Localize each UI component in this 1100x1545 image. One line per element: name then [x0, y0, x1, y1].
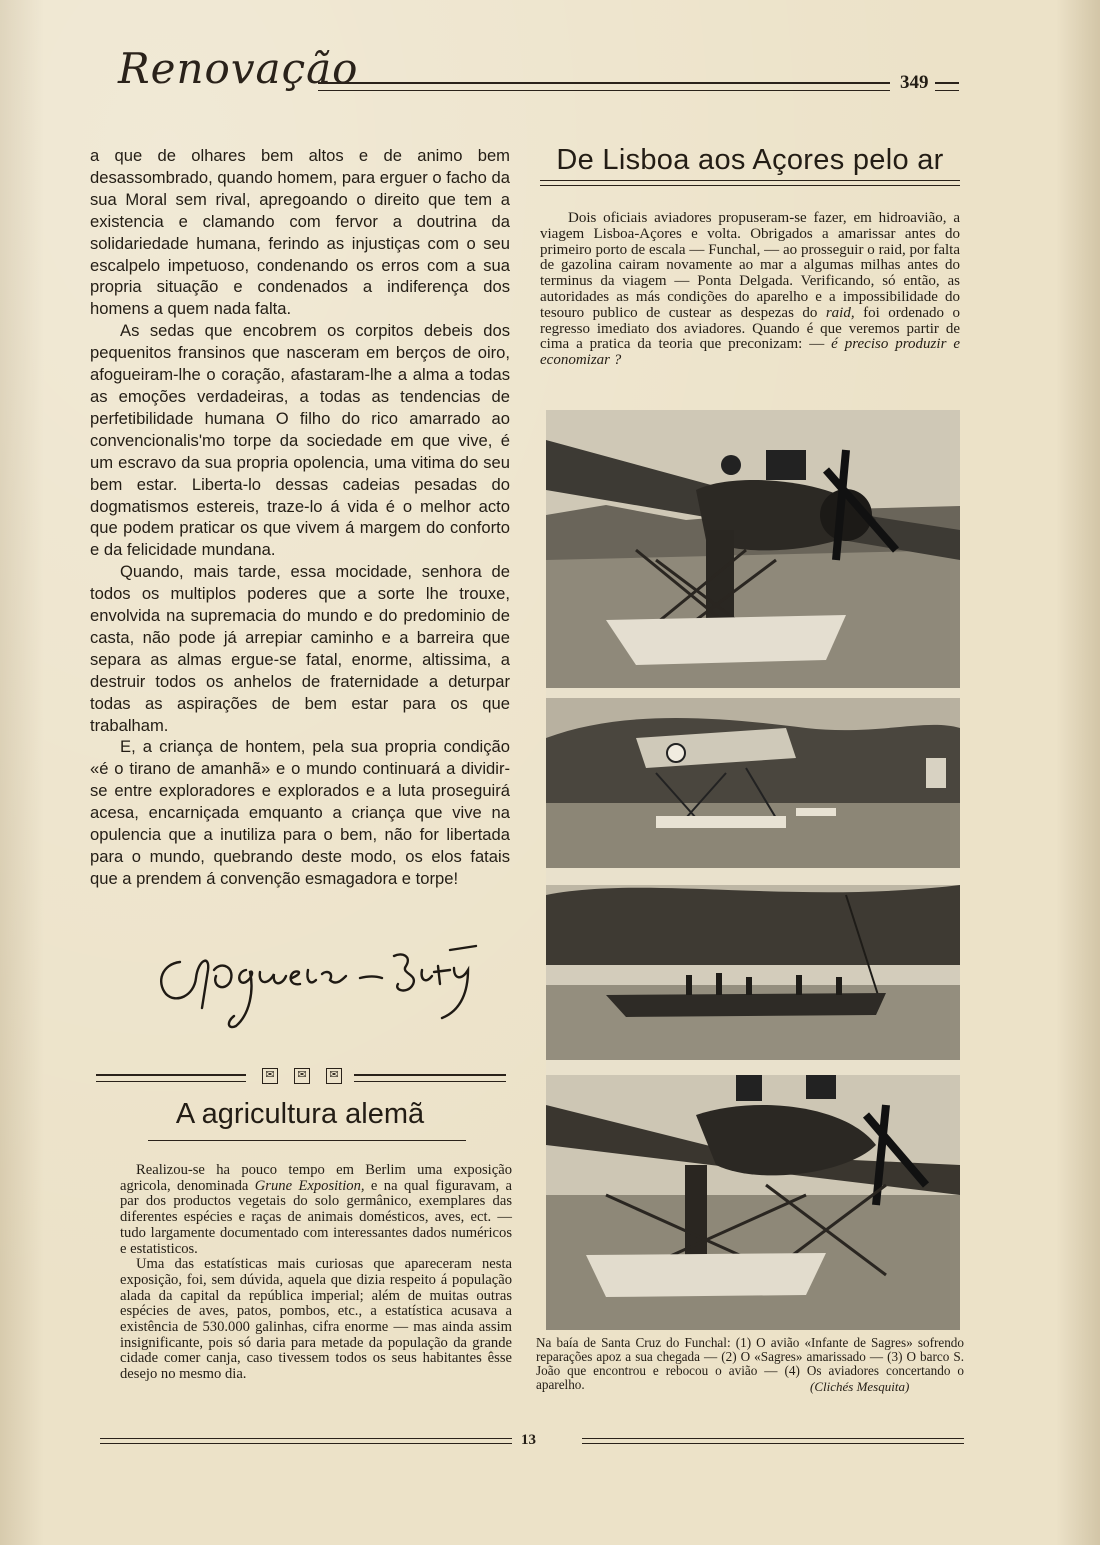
photo-aviators-working	[546, 1075, 960, 1330]
header-rule	[318, 82, 890, 91]
left-article	[90, 145, 510, 890]
magazine-logo: Renovação	[118, 44, 359, 93]
handwritten-signature	[150, 930, 490, 1030]
ornament-icon: ✉	[294, 1068, 310, 1084]
article-paragraph: As sedas que encobrem os corpitos debeis dos pequenitos fransinos que nasceram em berços de oiro, afogueiram-lhe o coração, afastaram-lhe a alma a todas as emoções verdadeiras, a todas as tendencias de perfetibilidade humana O filho do rico amarrado ao convencionalis'mo torpe da sociedade em que vive, é um escravo da sua propria opolencia, uma vitima do seu bem estar. Liberta-lo dessas cadeias pesadas do dogmatismos estereis, traze-lo á vida é o melhor acto que podem praticar os que vivem á margem do conforto e da felicidade mundana.	[90, 321, 510, 560]
flight-article-intro: Dois oficiais aviadores propuseram-se fazer, em hidroavião, a viagem Lisboa-Açores e volta. Obrigados a amarissar antes do primeiro porto de escala — Funchal, — ao prosseguir o raid, por falta de gazolina cairam novamente ao mar a algumas milhas antes do terminus da viagem — Ponta Delgada. Verificando, só então, as autoridades as más condições do aparelho e a impossibilidade do tesouro publico de custear as despezas do raid, foi ordenado o regresso imediato dos aviadores. Quando é que veremos partir de cima a pratica da teoria que preconizam: — é preciso produzir e economizar ?	[540, 210, 960, 369]
photo-boat-sao-joao	[546, 885, 960, 1060]
article-paragraph: Uma das estatísticas mais curiosas que apareceram nesta exposição, foi, sem dúvida, aquela que dizia respeito á população alada da capital da república imperial; além de muitas outras espécies de aves, patos, pombos, etc., a estatística acusava a existência de 530.000 galinhas, cifra enorme — mas ainda assim insignificante, pois só daria para metade da população da grande cidade comer canja, caso tivessem todos os seus habitantes êsse desejo no mesmo dia.	[120, 1256, 512, 1383]
agriculture-article-body	[120, 1163, 512, 1383]
title-underline	[540, 180, 960, 186]
ornament-separator	[96, 1068, 508, 1088]
photo-collage	[546, 410, 960, 1330]
ornament-icon: ✉	[326, 1068, 342, 1084]
footer-rule-left	[100, 1438, 512, 1444]
article-paragraph: a que de olhares bem altos e de animo bem desassombrado, quando homem, para erguer o facho da sua Moral sem rival, apregoando o direito que tem a existencia e clamando com fervor a doutrina da solidariedade humana, ferindo as injustiças com o seu escalpelo impetuoso, condenando os erros com a sua propria situação e condenados a indiferença dos homens a quem nada falta.	[90, 146, 510, 319]
header-rule-right	[935, 82, 959, 91]
photo-caption: Na baía de Santa Cruz do Funchal: (1) O avião «Infante de Sagres» sofrendo reparações apoz a sua chegada — (2) O «Sagres» amarissado — (3) O barco S. João que encontrou e rebocou o avião — (4) Os aviadores concertando o aparelho.	[536, 1335, 964, 1392]
ornament-icon: ✉	[262, 1068, 278, 1084]
article-paragraph: Realizou-se ha pouco tempo em Berlim uma exposição agricola, denominada Grune Exposition, e na qual figuravam, a par dos productos vegetais do solo germânico, exemplares das diferentes espécies e raças de animais domésticos, aves, ect. — tudo largamente documentado com interessantes dados numéricos e estatisticos.	[120, 1162, 512, 1257]
footer-page-number: 13	[521, 1432, 536, 1448]
footer-rule-right	[582, 1438, 964, 1444]
article-paragraph: Quando, mais tarde, essa mocidade, senhora de todos os multiplos poderes que a sorte lhe trouxe, envolvida na supremacia do mundo e do predominio de casta, não pode já arrepiar caminho e a barreira que separa as almas ergue-se fatal, enorme, altissima, a destruir todos os anhelos de fraternidade a deturpar todas as aspirações de bem estar para os que trabalham.	[90, 562, 510, 735]
photo-seaplane-repair	[546, 410, 960, 688]
flight-article-title: De Lisboa aos Açores pelo ar	[556, 144, 944, 176]
page-number: 349	[900, 72, 929, 93]
agriculture-article-title: A agricultura alemã	[175, 1098, 425, 1130]
article-paragraph: E, a criança de hontem, pela sua propria condição «é o tirano de amanhã» e o mundo continuará a dividir-se entre exploradores e explorados e a luta proseguirá acesa, encarniçada emquanto a criança que vive na opulencia que a inutiliza para o bem, não for libertada para o mundo, quebrando deste modo, os elos fatais que a prendem á convenção esmagadora e torpe!	[90, 737, 510, 888]
photo-seaplane-moored	[546, 698, 960, 868]
title-underline	[148, 1140, 466, 1141]
photo-credit: (Clichés Mesquita)	[810, 1379, 910, 1394]
